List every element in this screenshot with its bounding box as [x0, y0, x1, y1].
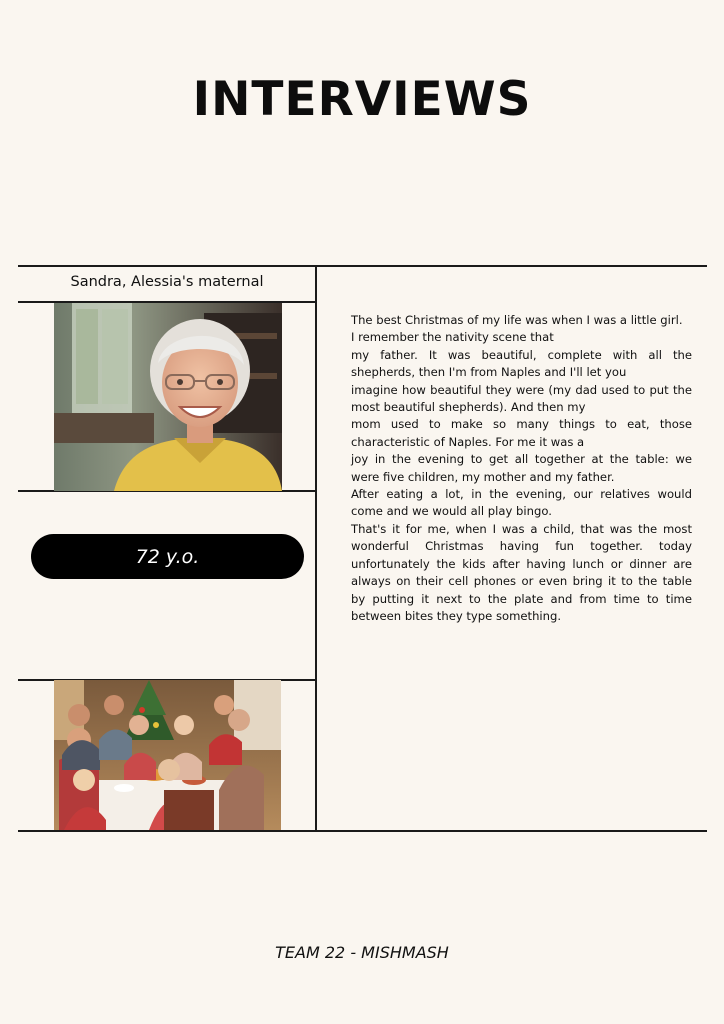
story-line: unfortunately the kids after having lunch or dinner are [351, 556, 692, 571]
story-line: by putting it next to the plate and from time to time [351, 591, 692, 606]
interviewee-name: Sandra, Alessia's maternal [70, 274, 264, 290]
column-divider [315, 265, 317, 832]
story-line: The best Christmas of my life was when I was a little girl. [351, 313, 683, 327]
table-bottom-rule [18, 830, 707, 832]
family-christmas-dinner-photo [54, 680, 281, 830]
interview-story [351, 312, 692, 625]
story-line: were five children, my mother and my father. [351, 469, 615, 484]
story-line: always on their cell phones or even bring it to the table [351, 574, 692, 589]
story-line: joy in the evening to get all together at the table: we [351, 452, 692, 467]
story-line: imagine how beautiful they were (my dad used to put the [351, 382, 692, 397]
story-line: That's it for me, when I was a child, that was the most [351, 521, 692, 536]
team-footer: TEAM 22 - MISHMASH [275, 943, 449, 962]
story-line: characteristic of Naples. For me it was a [351, 434, 585, 449]
story-line: shepherds, then I'm from Naples and I'll let you [351, 365, 627, 380]
story-line: come and we would all play bingo. [351, 504, 552, 519]
story-line: between bites they type something. [351, 608, 562, 623]
grandmother-portrait-photo [54, 303, 282, 491]
table-top-rule [18, 265, 707, 267]
story-line: mom used to make so many things to eat, those [351, 417, 692, 432]
story-line: I remember the nativity scene that [351, 330, 554, 345]
page-title: INTERVIEWS [192, 72, 532, 127]
story-line: most beautiful shepherds). And then my [351, 400, 586, 415]
story-line: wonderful Christmas having fun together. today [351, 539, 692, 554]
story-line: After eating a lot, in the evening, our relatives would [351, 487, 692, 502]
age-badge: 72 y.o. [31, 534, 304, 579]
story-line: my father. It was beautiful, complete with all the [351, 347, 692, 362]
